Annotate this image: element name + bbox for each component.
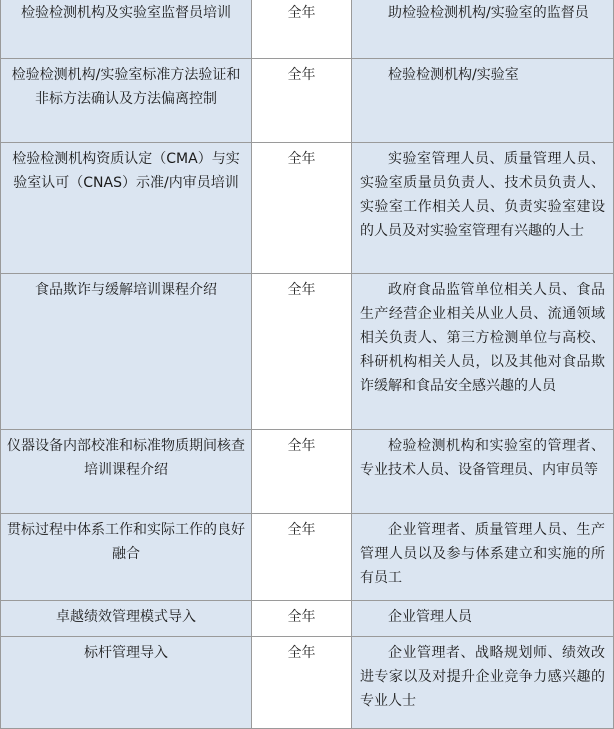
period-cell: 全年	[252, 430, 352, 514]
course-name-cell: 食品欺诈与缓解培训课程介绍	[1, 274, 252, 430]
audience-cell: 检验检测机构/实验室	[352, 59, 614, 143]
table-row	[1, 59, 614, 143]
audience-cell: 企业管理者、战略规划师、绩效改进专家以及对提升企业竞争力感兴趣的专业人士	[352, 637, 614, 729]
course-name-cell: 检验检测机构及实验室监督员培训	[1, 0, 252, 59]
table-row	[1, 430, 614, 514]
period-cell: 全年	[252, 143, 352, 274]
course-name-cell: 检验检测机构/实验室标准方法验证和非标方法确认及方法偏离控制	[1, 59, 252, 143]
audience-cell: 实验室管理人员、质量管理人员、实验室质量员负责人、技术员负责人、实验室工作相关人员、负责实验室建设的人员及对实验室管理有兴趣的人士	[352, 143, 614, 274]
audience-cell: 政府食品监管单位相关人员、食品生产经营企业相关从业人员、流通领域相关负责人、第三方检测单位与高校、科研机构相关人员，以及其他对食品欺诈缓解和食品安全感兴趣的人员	[352, 274, 614, 430]
period-cell: 全年	[252, 0, 352, 59]
course-name-cell: 标杆管理导入	[1, 637, 252, 729]
table-row	[1, 514, 614, 601]
period-cell: 全年	[252, 601, 352, 637]
audience-cell: 助检验检测机构/实验室的监督员	[352, 0, 614, 59]
audience-cell: 企业管理人员	[352, 601, 614, 637]
table-row	[1, 274, 614, 430]
audience-cell: 检验检测机构和实验室的管理者、专业技术人员、设备管理员、内审员等	[352, 430, 614, 514]
course-name-cell: 卓越绩效管理模式导入	[1, 601, 252, 637]
table-row	[1, 0, 614, 59]
audience-cell: 企业管理者、质量管理人员、生产管理人员以及参与体系建立和实施的所有员工	[352, 514, 614, 601]
period-cell: 全年	[252, 59, 352, 143]
course-name-cell: 仪器设备内部校准和标准物质期间核查培训课程介绍	[1, 430, 252, 514]
period-cell: 全年	[252, 637, 352, 729]
period-cell: 全年	[252, 514, 352, 601]
course-name-cell: 贯标过程中体系工作和实际工作的良好融合	[1, 514, 252, 601]
table-row	[1, 143, 614, 274]
table-row	[1, 601, 614, 637]
period-cell: 全年	[252, 274, 352, 430]
course-name-cell: 检验检测机构资质认定（CMA）与实验室认可（CNAS）示准/内审员培训	[1, 143, 252, 274]
table-row	[1, 637, 614, 729]
